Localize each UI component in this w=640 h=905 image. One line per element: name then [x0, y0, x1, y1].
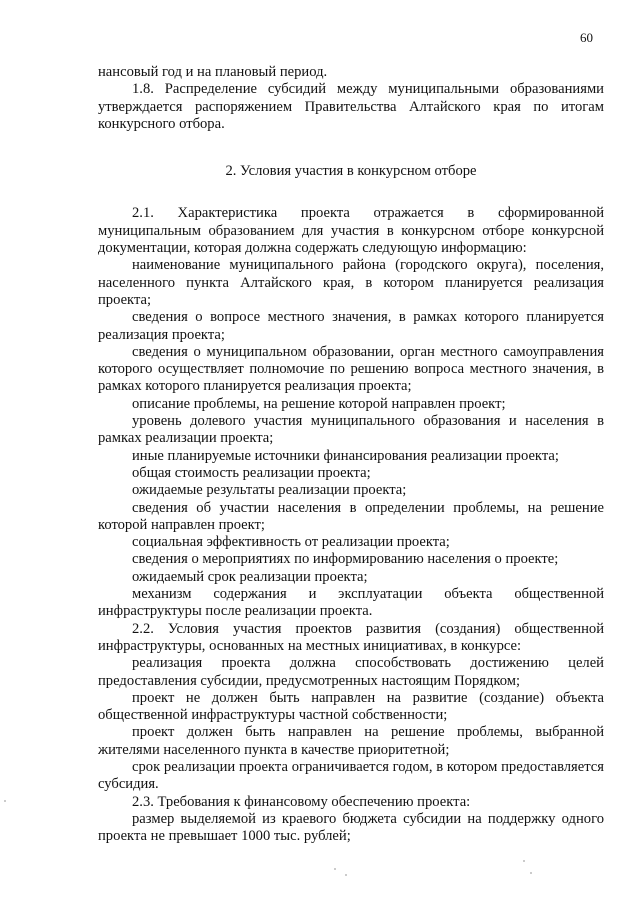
- paragraph: ожидаемый срок реализации проекта;: [132, 568, 368, 585]
- paragraph: сведения об участии населения в определении проблемы, на решение которой направлен проект;: [98, 499, 604, 533]
- paragraph: 2.2. Условия участия проектов развития (создания) общественной инфраструктуры, основанных на местных инициативах, в конкурсе:: [98, 620, 604, 654]
- paragraph: социальная эффективность от реализации проекта;: [132, 534, 450, 551]
- paragraph: срок реализации проекта ограничивается годом, в котором предоставляется субсидия.: [98, 758, 604, 793]
- paragraph: размер выделяемой из краевого бюджета субсидии на поддержку одного проекта не превышает 1000 тыс. рублей;: [98, 810, 604, 845]
- spacer: [98, 180, 604, 205]
- paragraph: 2.1. Характеристика проекта отражается в сформированной муниципальным образованием для участия в конкурсном отборе конкурсной документации, которая должна содержать следующую информацию:: [98, 205, 604, 257]
- paragraph: ожидаемые результаты реализации проекта;: [132, 482, 407, 499]
- paragraph: сведения о вопросе местного значения, в рамках которого планируется реализация проекта;: [98, 309, 604, 343]
- paragraph: сведения о муниципальном образовании, орган местного самоуправления которого осуществляет полномочие по решению вопроса местного значения, в рамках которого планируется реализация проекта;: [98, 343, 604, 395]
- document-body: [98, 64, 604, 845]
- paragraph: наименование муниципального района (городского округа), поселения, населенного пункта Алтайского края, в котором планируется реализация проекта;: [98, 257, 604, 308]
- paragraph: проект должен быть направлен на решение проблемы, выбранной жителями населенного пункта в качестве приоритетной;: [98, 724, 604, 758]
- scan-speck: [345, 874, 347, 876]
- scan-speck: [4, 800, 6, 802]
- scan-speck: [523, 860, 525, 862]
- scan-speck: [334, 868, 336, 870]
- page-number: 60: [580, 30, 593, 45]
- paragraph: 2.3. Требования к финансовому обеспечению проекта:: [132, 793, 471, 810]
- paragraph: уровень долевого участия муниципального образования и населения в рамках реализации проекта;: [98, 413, 604, 447]
- paragraph: реализация проекта должна способствовать достижению целей предоставления субсидии, предусмотренных настоящим Порядком;: [98, 655, 604, 689]
- paragraph: описание проблемы, на решение которой направлен проект;: [132, 395, 506, 412]
- paragraph: проект не должен быть направлен на развитие (создание) объекта общественной инфраструктуры частной собственности;: [98, 689, 604, 724]
- paragraph: иные планируемые источники финансирования реализации проекта;: [132, 447, 559, 464]
- paragraph: общая стоимость реализации проекта;: [132, 464, 371, 481]
- paragraph: 1.8. Распределение субсидий между муниципальными образованиями утверждается распоряжением Правительства Алтайского края по итогам конкурсного отбора.: [98, 81, 604, 132]
- paragraph: механизм содержания и эксплуатации объекта общественной инфраструктуры после реализации проекта.: [98, 586, 604, 620]
- spacer: [98, 133, 604, 163]
- paragraph: сведения о мероприятиях по информированию населения о проекте;: [132, 551, 559, 568]
- paragraph: нансовый год и на плановый период.: [98, 64, 328, 80]
- section-heading: 2. Условия участия в конкурсном отборе: [225, 163, 477, 180]
- scan-speck: [530, 872, 532, 874]
